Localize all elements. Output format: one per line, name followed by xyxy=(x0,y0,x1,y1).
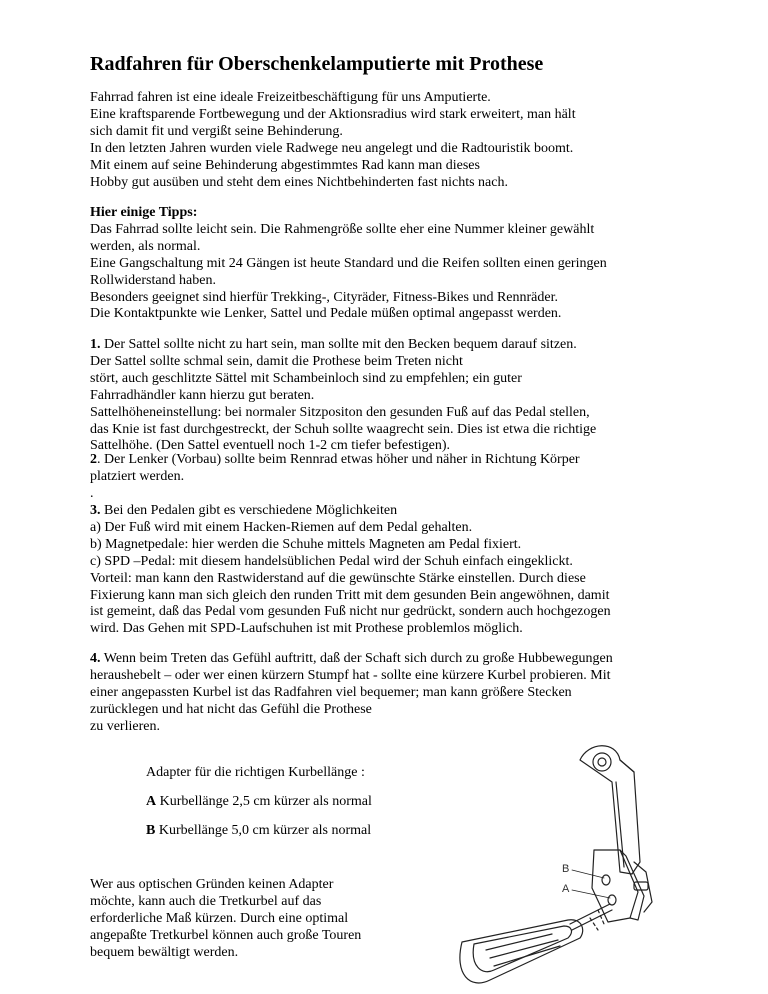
text-line: Sattelhöheneinstellung: bei normaler Sitzpositon den gesunden Fuß auf das Pedal stellen, xyxy=(90,404,590,420)
text-span: Der Sattel sollte nicht zu hart sein, man sollte mit den Becken bequem darauf sitzen. xyxy=(100,337,577,352)
intro-paragraph xyxy=(90,90,690,191)
section-3-pedals xyxy=(90,503,690,638)
text-line: erforderliche Maß kürzen. Durch eine optimal xyxy=(90,910,349,926)
tips-paragraph xyxy=(90,205,690,323)
text-line: einer angepassten Kurbel ist das Radfahren viel bequemer; man kann größere Stecken xyxy=(90,684,572,700)
text-line: c) SPD –Pedal: mit diesem handelsüblichen Pedal wird der Schuh einfach eingeklickt. xyxy=(90,553,573,569)
leader-line-a xyxy=(572,890,610,898)
section-number: 1. xyxy=(90,337,101,352)
adapter-option-a xyxy=(146,794,372,810)
text-line: das Knie ist fast durchgestreckt, der Schuh sollte waagrecht sein. Dies ist etwa die richtige xyxy=(90,421,597,437)
leader-line-b xyxy=(572,870,604,878)
adapter-option-b xyxy=(146,823,371,839)
section-1-saddle xyxy=(90,337,690,455)
text-line: Fahrradhändler kann hierzu gut beraten. xyxy=(90,387,315,403)
text-span: Bei den Pedalen gibt es verschiedene Möglichkeiten xyxy=(100,503,398,518)
text-line: Vorteil: man kann den Rastwiderstand auf die gewünschte Stärke einstellen. Durch diese xyxy=(90,570,586,586)
text-line: Eine kraftsparende Fortbewegung und der Aktionsradius wird stark erweitert, man hält xyxy=(90,106,576,122)
text-line: Rollwiderstand haben. xyxy=(90,272,216,288)
page-title: Radfahren für Oberschenkelamputierte mit Prothese xyxy=(90,53,544,75)
option-text: Kurbellänge 2,5 cm kürzer als normal xyxy=(156,794,372,809)
text-line: Das Fahrrad sollte leicht sein. Die Rahmengröße sollte eher eine Nummer kleiner gewählt xyxy=(90,221,595,237)
text-line: zu verlieren. xyxy=(90,718,160,734)
text-line xyxy=(90,503,690,520)
option-label: A xyxy=(146,794,157,809)
text-line: a) Der Fuß wird mit einem Hacken-Riemen auf dem Pedal gehalten. xyxy=(90,519,473,535)
figure-label-a: A xyxy=(562,883,570,895)
text-line: Sattelhöhe. (Den Sattel eventuell noch 1-2 cm tiefer befestigen). xyxy=(90,438,450,454)
text-line: Fixierung kann man sich gleich den runden Tritt mit dem gesunden Bein angewöhnen, damit xyxy=(90,587,610,603)
pedal-body xyxy=(460,920,583,983)
text-line: möchte, kann auch die Tretkurbel auf das xyxy=(90,893,322,909)
text-line: wird. Das Gehen mit SPD-Laufschuhen ist mit Prothese problemlos möglich. xyxy=(90,621,523,637)
text-line: ist gemeint, daß das Pedal vom gesunden Fuß nicht nur gedrückt, sondern auch hochgezogen xyxy=(90,604,611,620)
section-number: 3. xyxy=(90,503,101,518)
tips-heading: Hier einige Tipps: xyxy=(90,205,198,220)
crank-arm xyxy=(580,746,640,874)
text-line: bequem bewältigt werden. xyxy=(90,944,239,960)
adapter-plate xyxy=(592,850,652,922)
figure-label-b: B xyxy=(562,863,570,875)
option-label: B xyxy=(146,823,156,838)
text-line: In den letzten Jahren wurden viele Radwege neu angelegt und die Radtouristik boomt. xyxy=(90,140,574,156)
section-number: 2 xyxy=(90,452,97,467)
adapter-intro: Adapter für die richtigen Kurbellänge : xyxy=(146,765,365,780)
text-line: werden, als normal. xyxy=(90,238,201,254)
option-text: Kurbellänge 5,0 cm kürzer als normal xyxy=(155,823,372,838)
text-line: sich damit fit und vergißt seine Behinderung. xyxy=(90,123,343,139)
text-line: angepaßte Tretkurbel können auch große Touren xyxy=(90,927,362,943)
text-line: Die Kontaktpunkte wie Lenker, Sattel und Pedale müßen optimal angepasst werden. xyxy=(90,306,562,322)
text-line: Eine Gangschaltung mit 24 Gängen ist heute Standard und die Reifen sollten einen geringen xyxy=(90,255,607,271)
text-span: Wenn beim Treten das Gefühl auftritt, daß der Schaft sich durch zu große Hubbewegungen xyxy=(100,651,613,666)
text-line: Fahrrad fahren ist eine ideale Freizeitbeschäftigung für uns Amputierte. xyxy=(90,90,491,105)
text-line: heraushebelt – oder wer einen kürzern Stumpf hat - sollte eine kürzere Kurbel probieren. Mit xyxy=(90,667,611,683)
text-line: platziert werden. xyxy=(90,468,185,484)
text-line xyxy=(90,651,690,668)
text-line: Besonders geeignet sind hierfür Trekking-, Cityräder, Fitness-Bikes und Rennräder. xyxy=(90,289,558,305)
text-line xyxy=(90,337,690,354)
text-line: Mit einem auf seine Behinderung abgestimmtes Rad kann man dieses xyxy=(90,157,480,173)
text-line: stört, auch geschlitzte Sättel mit Schambeinloch sind zu empfehlen; ein guter xyxy=(90,370,522,386)
text-line: zurücklegen und hat nicht das Gefühl die Prothese xyxy=(90,701,372,717)
section-number: 4. xyxy=(90,651,101,666)
text-line xyxy=(90,452,690,469)
crank-adapter-drawing xyxy=(420,712,768,994)
text-line: Hobby gut ausüben und steht dem eines Nichtbehinderten fast nichts nach. xyxy=(90,174,508,190)
text-line: . xyxy=(90,485,94,501)
text-span: . Der Lenker (Vorbau) sollte beim Rennrad etwas höher und näher in Richtung Körper xyxy=(97,452,580,467)
section-2-handlebar xyxy=(90,452,690,503)
text-line: Wer aus optischen Gründen keinen Adapter xyxy=(90,877,334,892)
text-line: b) Magnetpedale: hier werden die Schuhe mittels Magneten am Pedal fixiert. xyxy=(90,536,522,552)
text-line: Der Sattel sollte schmal sein, damit die Prothese beim Treten nicht xyxy=(90,353,463,369)
